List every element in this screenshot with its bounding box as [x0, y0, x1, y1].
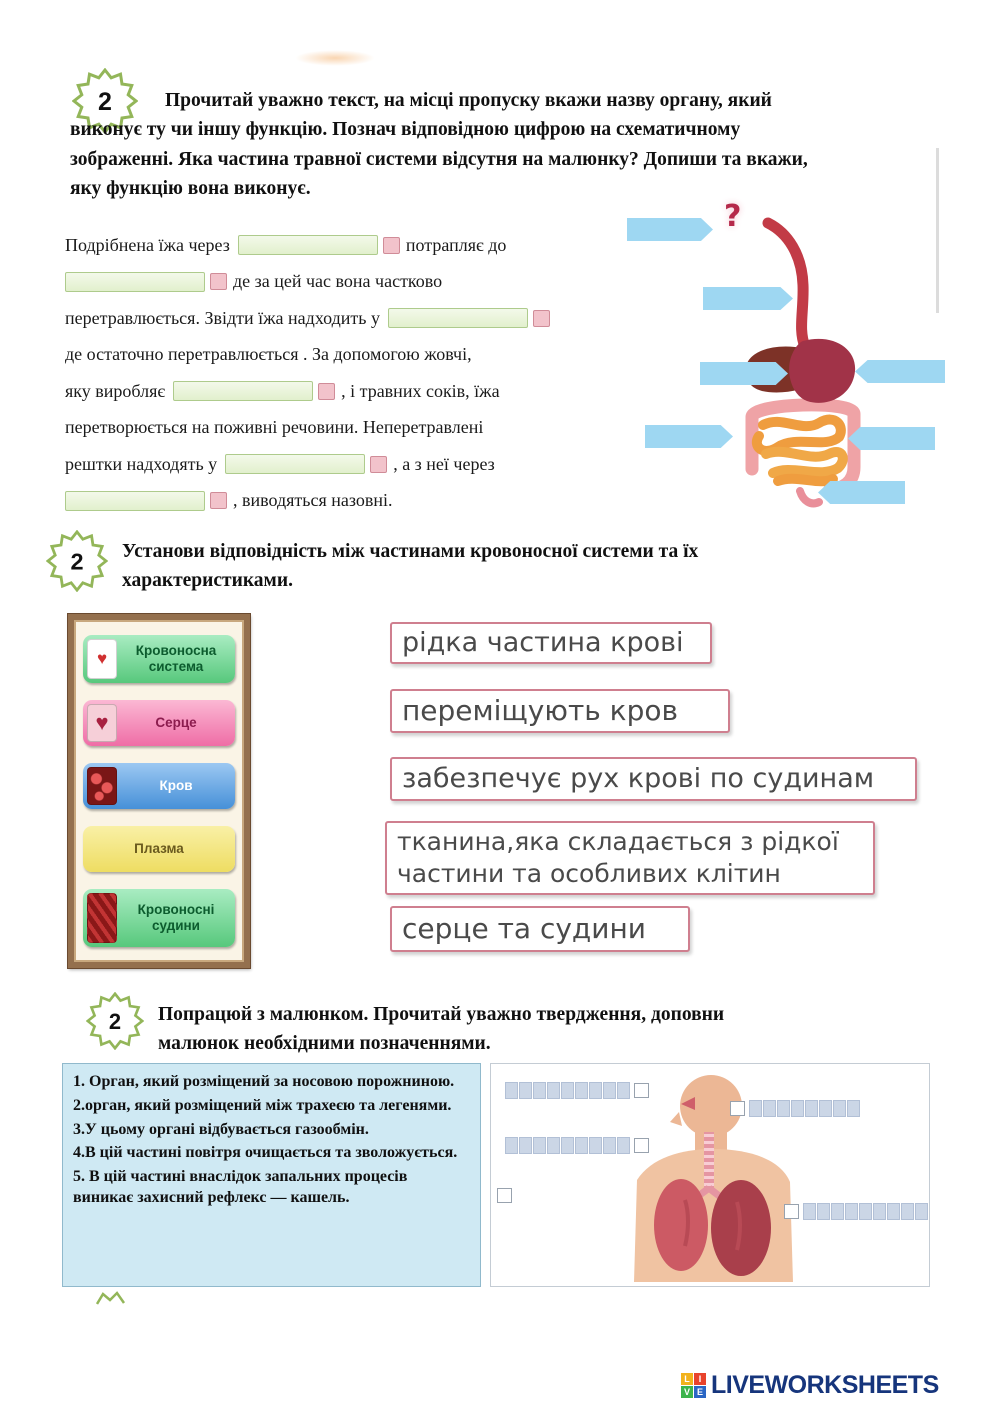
organ-label-box[interactable]: [645, 425, 733, 448]
statement: 4.В цій частині повітря очищається та зволожується.: [73, 1144, 458, 1162]
star-icon: [46, 530, 108, 592]
respiratory-panel: [490, 1063, 930, 1287]
answer-check-box[interactable]: [383, 237, 400, 254]
letter-tile[interactable]: [915, 1203, 928, 1220]
answer-blank-input[interactable]: [65, 272, 205, 292]
star-icon: [86, 992, 144, 1050]
digestive-diagram: [600, 199, 950, 517]
statements-panel: [62, 1063, 481, 1287]
term-card[interactable]: [83, 700, 235, 746]
task2-number-badge: [46, 530, 108, 592]
badge-number: 2: [70, 548, 84, 575]
fill-line: [65, 373, 630, 410]
answer-strip: [494, 1188, 515, 1203]
fill-text: де остаточно перетравлюється . За допомогою жовчі,: [65, 344, 472, 365]
fill-text: , виводяться назовні.: [233, 490, 393, 511]
organ-label-box[interactable]: [818, 481, 905, 504]
answer-check-box[interactable]: [533, 310, 550, 327]
circulatory-terms-panel: [68, 614, 250, 968]
badge-number: 2: [98, 88, 112, 116]
match-answer-box[interactable]: переміщують кров: [390, 689, 730, 733]
scan-artifact: [295, 50, 375, 66]
task3-number-badge: [86, 992, 144, 1050]
term-card-label: Плазма: [134, 841, 184, 857]
term-card[interactable]: [83, 763, 235, 809]
letter-tile[interactable]: [777, 1100, 790, 1117]
fill-text: перетравлюється. Звідти їжа надходить у: [65, 307, 380, 328]
organ-label-box[interactable]: [848, 427, 935, 450]
letter-tile[interactable]: [589, 1082, 602, 1099]
letter-tile[interactable]: [845, 1203, 858, 1220]
answer-blank-input[interactable]: [388, 308, 528, 328]
letter-tile[interactable]: [847, 1100, 860, 1117]
check-box[interactable]: [634, 1083, 649, 1098]
letter-tile[interactable]: [901, 1203, 914, 1220]
logo-tile: L: [681, 1373, 693, 1385]
answer-blank-input[interactable]: [238, 235, 378, 255]
vessels-icon: [87, 893, 117, 943]
letter-tile[interactable]: [859, 1203, 872, 1220]
organ-label-box[interactable]: [703, 287, 793, 310]
statement: 5. В цій частині внаслідок запальних процесів виникає захисний рефлекс — кашель.: [73, 1168, 408, 1206]
fill-text: , і травних соків, їжа: [341, 380, 500, 401]
logo-tile: I: [694, 1373, 706, 1385]
organ-label-box[interactable]: [855, 360, 945, 383]
letter-tile[interactable]: [589, 1137, 602, 1154]
fill-text: перетворюється на поживні речовини. Неперетравлені: [65, 417, 484, 438]
letter-tile[interactable]: [533, 1137, 546, 1154]
fill-line: [65, 337, 630, 374]
term-card[interactable]: [83, 635, 235, 683]
letter-tile[interactable]: [603, 1082, 616, 1099]
task1-instructions: Прочитай уважно текст, на місці пропуску вкажи назву органу, який виконує ту чи іншу функцію. Познач відповідною цифрою на схематичному зображенні. Яка частина травної системи відсутня на малюнку? Допиши та вкажи, яку функцію вона виконує.: [70, 90, 808, 199]
letter-tile[interactable]: [561, 1137, 574, 1154]
letter-tile[interactable]: [505, 1137, 518, 1154]
letter-tile[interactable]: [763, 1100, 776, 1117]
letter-tile[interactable]: [533, 1082, 546, 1099]
letter-tile[interactable]: [831, 1203, 844, 1220]
fill-text: Подрібнена їжа через: [65, 234, 230, 255]
term-card[interactable]: [83, 826, 235, 872]
letter-tile[interactable]: [617, 1082, 630, 1099]
letter-tile[interactable]: [547, 1082, 560, 1099]
letter-tile[interactable]: [519, 1082, 532, 1099]
liveworksheets-logo: [681, 1371, 939, 1400]
answer-check-box[interactable]: [318, 383, 335, 400]
letter-tile[interactable]: [575, 1137, 588, 1154]
fill-line: [65, 227, 630, 264]
letter-tile[interactable]: [561, 1082, 574, 1099]
letter-tile[interactable]: [873, 1203, 886, 1220]
letter-tile[interactable]: [519, 1137, 532, 1154]
fill-text: яку виробляє: [65, 380, 166, 401]
heart-icon: [87, 704, 117, 742]
answer-strip: [727, 1100, 860, 1117]
statement: 2.орган, який розміщений між трахеєю та легенями.: [73, 1096, 452, 1114]
fill-text: потрапляє до: [405, 234, 507, 255]
letter-tile[interactable]: [817, 1203, 830, 1220]
answer-check-box[interactable]: [210, 273, 227, 290]
blood-cells-icon: [87, 767, 117, 805]
fill-line: [65, 446, 630, 483]
fill-text: рештки надходять у: [65, 453, 218, 474]
term-card-label: Кровоносна система: [135, 643, 217, 674]
letter-tile[interactable]: [547, 1137, 560, 1154]
blood-bag-icon: [87, 639, 117, 679]
liveworksheets-logo-tiles: [681, 1373, 706, 1398]
fill-line: [65, 410, 630, 447]
letter-tile[interactable]: [617, 1137, 630, 1154]
logo-tile: V: [681, 1386, 693, 1398]
answer-blank-input[interactable]: [173, 381, 313, 401]
match-answer-box[interactable]: серце та судини: [390, 906, 690, 952]
task2-instructions: Установи відповідність між частинами кровоносної системи та їх характеристиками.: [122, 541, 699, 592]
check-box[interactable]: [784, 1204, 799, 1219]
answer-strip: [505, 1082, 652, 1099]
fill-text: де за цей час вона частково: [233, 271, 443, 292]
term-card-label: Кров: [159, 778, 193, 794]
check-box[interactable]: [730, 1101, 745, 1116]
letter-tile[interactable]: [833, 1100, 846, 1117]
answer-strip: [505, 1137, 652, 1154]
letter-tile[interactable]: [575, 1082, 588, 1099]
term-card-label: Серце: [155, 715, 197, 731]
statement: 3.У цьому органі відбувається газообмін.: [73, 1120, 369, 1138]
answer-check-box[interactable]: [210, 492, 227, 509]
statement: 1. Орган, який розміщений за носовою порожниною.: [73, 1073, 455, 1090]
letter-tile[interactable]: [803, 1203, 816, 1220]
logo-tile: E: [694, 1386, 706, 1398]
answer-check-box[interactable]: [370, 456, 387, 473]
term-card-label: Кровоносні судини: [137, 902, 215, 933]
answer-strip: [781, 1203, 928, 1220]
term-card[interactable]: [83, 889, 235, 947]
letter-tile[interactable]: [805, 1100, 818, 1117]
letter-tile[interactable]: [887, 1203, 900, 1220]
task3-instructions: Попрацюй з малюнком. Прочитай уважно твердження, доповни малюнок необхідними позначеннями.: [158, 1004, 725, 1055]
match-answer-box[interactable]: рідка частина крові: [390, 622, 712, 664]
check-box[interactable]: [497, 1188, 512, 1203]
letter-tile[interactable]: [791, 1100, 804, 1117]
check-box[interactable]: [634, 1138, 649, 1153]
badge-number: 2: [108, 1008, 122, 1034]
letter-tile[interactable]: [819, 1100, 832, 1117]
partial-star-decoration: [96, 1291, 126, 1305]
fill-text: , а з неї через: [393, 453, 495, 474]
task1-fill-text: [65, 227, 630, 519]
answer-blank-input[interactable]: [65, 491, 205, 511]
letter-tile[interactable]: [505, 1082, 518, 1099]
answer-blank-input[interactable]: [225, 454, 365, 474]
liveworksheets-logo-text: LIVEWORKSHEETS: [711, 1371, 939, 1399]
term-cards-list: [74, 620, 244, 947]
fill-line: [65, 300, 630, 337]
match-answer-box[interactable]: тканина,яка складається з рідкої частини та особливих клітин: [385, 821, 875, 895]
fill-line: [65, 483, 630, 520]
question-mark: ?: [724, 199, 742, 234]
match-answer-box[interactable]: забезпечує рух крові по судинам: [390, 757, 917, 801]
fill-line: [65, 264, 630, 301]
organ-label-box[interactable]: [627, 218, 713, 241]
organ-label-box[interactable]: [700, 362, 788, 385]
letter-tile[interactable]: [749, 1100, 762, 1117]
letter-tile[interactable]: [603, 1137, 616, 1154]
